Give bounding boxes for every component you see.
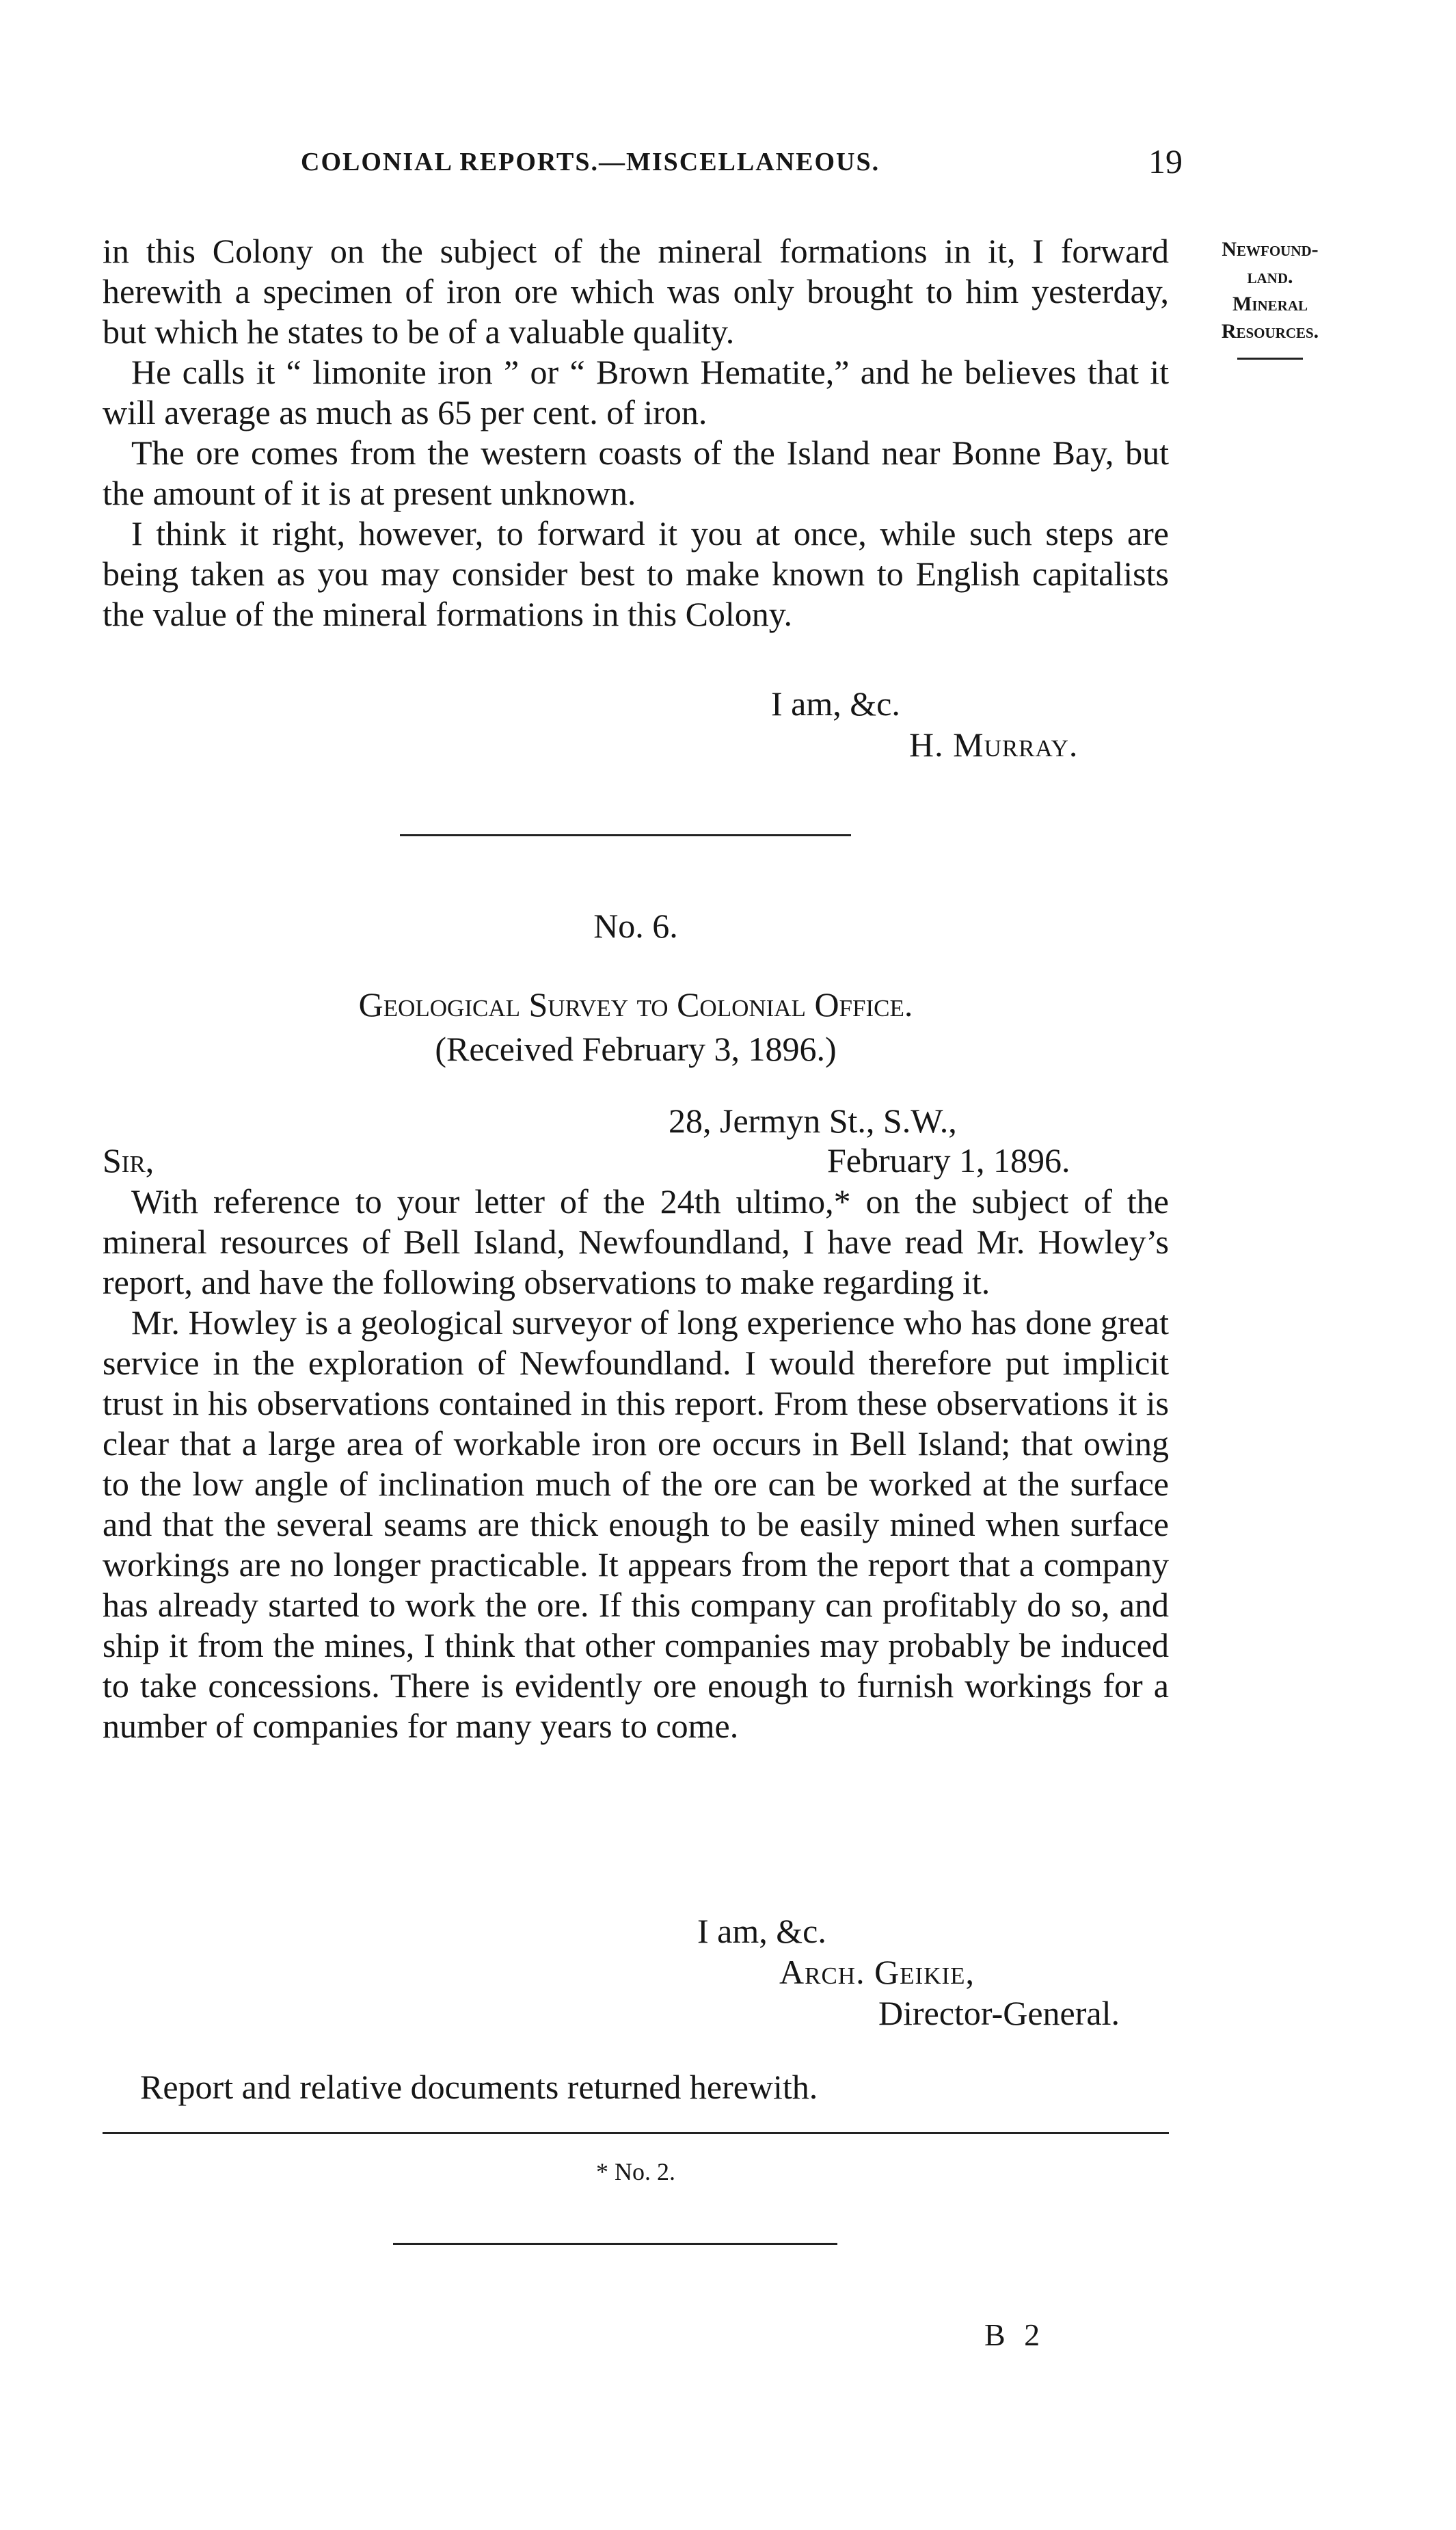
letter-date: February 1, 1896. [827, 1141, 1070, 1180]
letter2-closing: I am, &c. [697, 1912, 826, 1950]
bottom-rule [393, 2243, 837, 2245]
signatory-name: Arch. Geikie, [779, 1953, 975, 1991]
letter1-closing: I am, &c. [771, 684, 900, 723]
sender-address: 28, Jermyn St., S.W., [669, 1102, 957, 1140]
section-rule [400, 834, 851, 836]
postscript: Report and relative documents returned herewith. [140, 2068, 818, 2106]
signature-mark: B 2 [984, 2317, 1046, 2352]
document-number: No. 6. [593, 907, 678, 945]
letter2-paragraph: Mr. Howley is a geological surveyor of long experience who has done great service in the exploration of Newfoundland. I would therefore put implicit trust in his observations contained in this report. From these observations it is clear that a large area of workable iron ore occurs in Bell Island; that owing to the low angle of inclination much of the ore can be worked at the surface and that the several seams are thick enough to be easily mined when surface workings are no longer practicable. It appears from the report that a company has already started to work the ore. If this company can profitably do so, and ship it from the mines, I think that other companies may probably be induced to take concessions. There is evidently ore enough to furnish workings for a number of companies for many years to come. [103, 1303, 1169, 1745]
letter1-paragraph: The ore comes from the western coasts of the Island near Bonne Bay, but the amount of it is at present unknown. [103, 434, 1169, 512]
received-date: (Received February 3, 1896.) [435, 1030, 837, 1068]
margin-note-dash [1237, 358, 1303, 360]
running-title: COLONIAL REPORTS.—MISCELLANEOUS. [301, 148, 880, 176]
footnote-rule [103, 2132, 1169, 2134]
margin-note [1188, 236, 1352, 360]
letter1-body [103, 231, 1169, 635]
page-number: 19 [1148, 142, 1183, 181]
letter1-paragraph: in this Colony on the subject of the mineral formations in it, I forward herewith a specimen of iron ore which was only brought to him yesterday, but which he states to be of a valuable quality. [103, 232, 1169, 351]
margin-note-line: land. [1247, 265, 1293, 288]
letter1-signature: H. Murray. [909, 725, 1079, 764]
margin-note-line: Newfound- [1222, 238, 1319, 261]
margin-note-line: Mineral [1232, 293, 1308, 315]
running-head [103, 142, 1183, 188]
letter1-paragraph: He calls it “ limonite iron ” or “ Brown Hematite,” and he believes that it will average as much as 65 per cent. of iron. [103, 353, 1169, 431]
letter2-body [103, 1182, 1169, 1746]
document-heading: Geological Survey to Colonial Office. [358, 985, 913, 1024]
signatory-title: Director-General. [878, 1994, 1120, 2032]
salutation: Sir, [103, 1141, 154, 1180]
footnote: * No. 2. [596, 2158, 675, 2185]
letter1-paragraph: I think it right, however, to forward it you at once, while such steps are being taken as you may consider best to make known to English capitalists the value of the mineral formations in this Colony. [103, 514, 1169, 633]
margin-note-line: Resources. [1221, 320, 1319, 343]
letter2-paragraph: With reference to your letter of the 24th ultimo,* on the subject of the mineral resources of Bell Island, Newfoundland, I have read Mr. Howley’s report, and have the following observations to make regarding it. [103, 1182, 1169, 1301]
